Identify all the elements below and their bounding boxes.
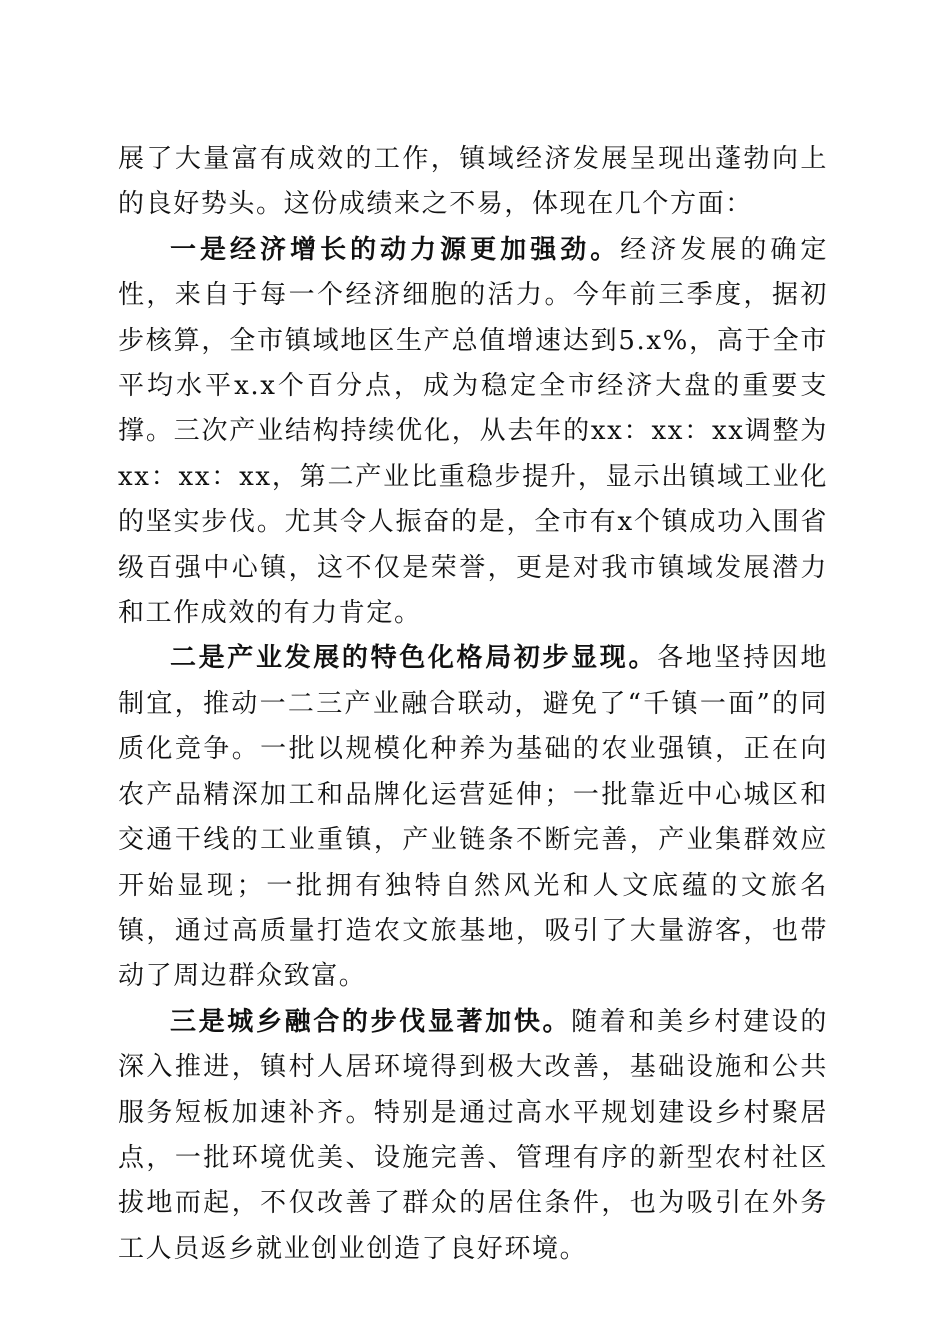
paragraph-heading: 一是经济增长的动力源更加强劲。 [170,234,621,265]
paragraph-industry-development [118,636,828,999]
paragraph-heading: 二是产业发展的特色化格局初步显现。 [170,643,658,674]
paragraph-text: 展了大量富有成效的工作，镇域经济发展呈现出蓬勃向上的良好势头。这份成绩来之不易，体现在几个方面： [118,144,828,220]
paragraph-continuation [118,137,828,228]
paragraph-heading: 三是城乡融合的步伐显著加快。 [170,1006,572,1037]
paragraph-text: 经济发展的确定性，来自于每一个经济细胞的活力。今年前三季度，据初步核算，全市镇域地区生产总值增速达到5.x%，高于全市平均水平x.x个百分点，成为稳定全市经济大盘的重要支撑。三次产业结构持续优化，从去年的xx：xx：xx调整为xx：xx：xx，第二产业比重稳步提升，显示出镇域工业化的坚实步伐。尤其令人振奋的是，全市有x个镇成功入围省级百强中心镇，这不仅是荣誉，更是对我市镇域发展潜力和工作成效的有力肯定。 [118,234,828,629]
paragraph-text: 各地坚持因地制宜，推动一二三产业融合联动，避免了“千镇一面”的同质化竞争。一批以规模化种养为基础的农业强镇，正在向农产品精深加工和品牌化运营延伸；一批靠近中心城区和交通干线的工业重镇，产业链条不断完善，产业集群效应开始显现；一批拥有独特自然风光和人文底蕴的文旅名镇，通过高质量打造农文旅基地，吸引了大量游客，也带动了周边群众致富。 [118,643,828,992]
document-body [118,137,828,1272]
paragraph-urban-rural-integration [118,1000,828,1272]
paragraph-economic-growth [118,228,828,637]
paragraph-text: 随着和美乡村建设的深入推进，镇村人居环境得到极大改善，基础设施和公共服务短板加速补齐。特别是通过高水平规划建设乡村聚居点，一批环境优美、设施完善、管理有序的新型农村社区拔地而起，不仅改善了群众的居住条件，也为吸引在外务工人员返乡就业创业创造了良好环境。 [118,1006,828,1264]
